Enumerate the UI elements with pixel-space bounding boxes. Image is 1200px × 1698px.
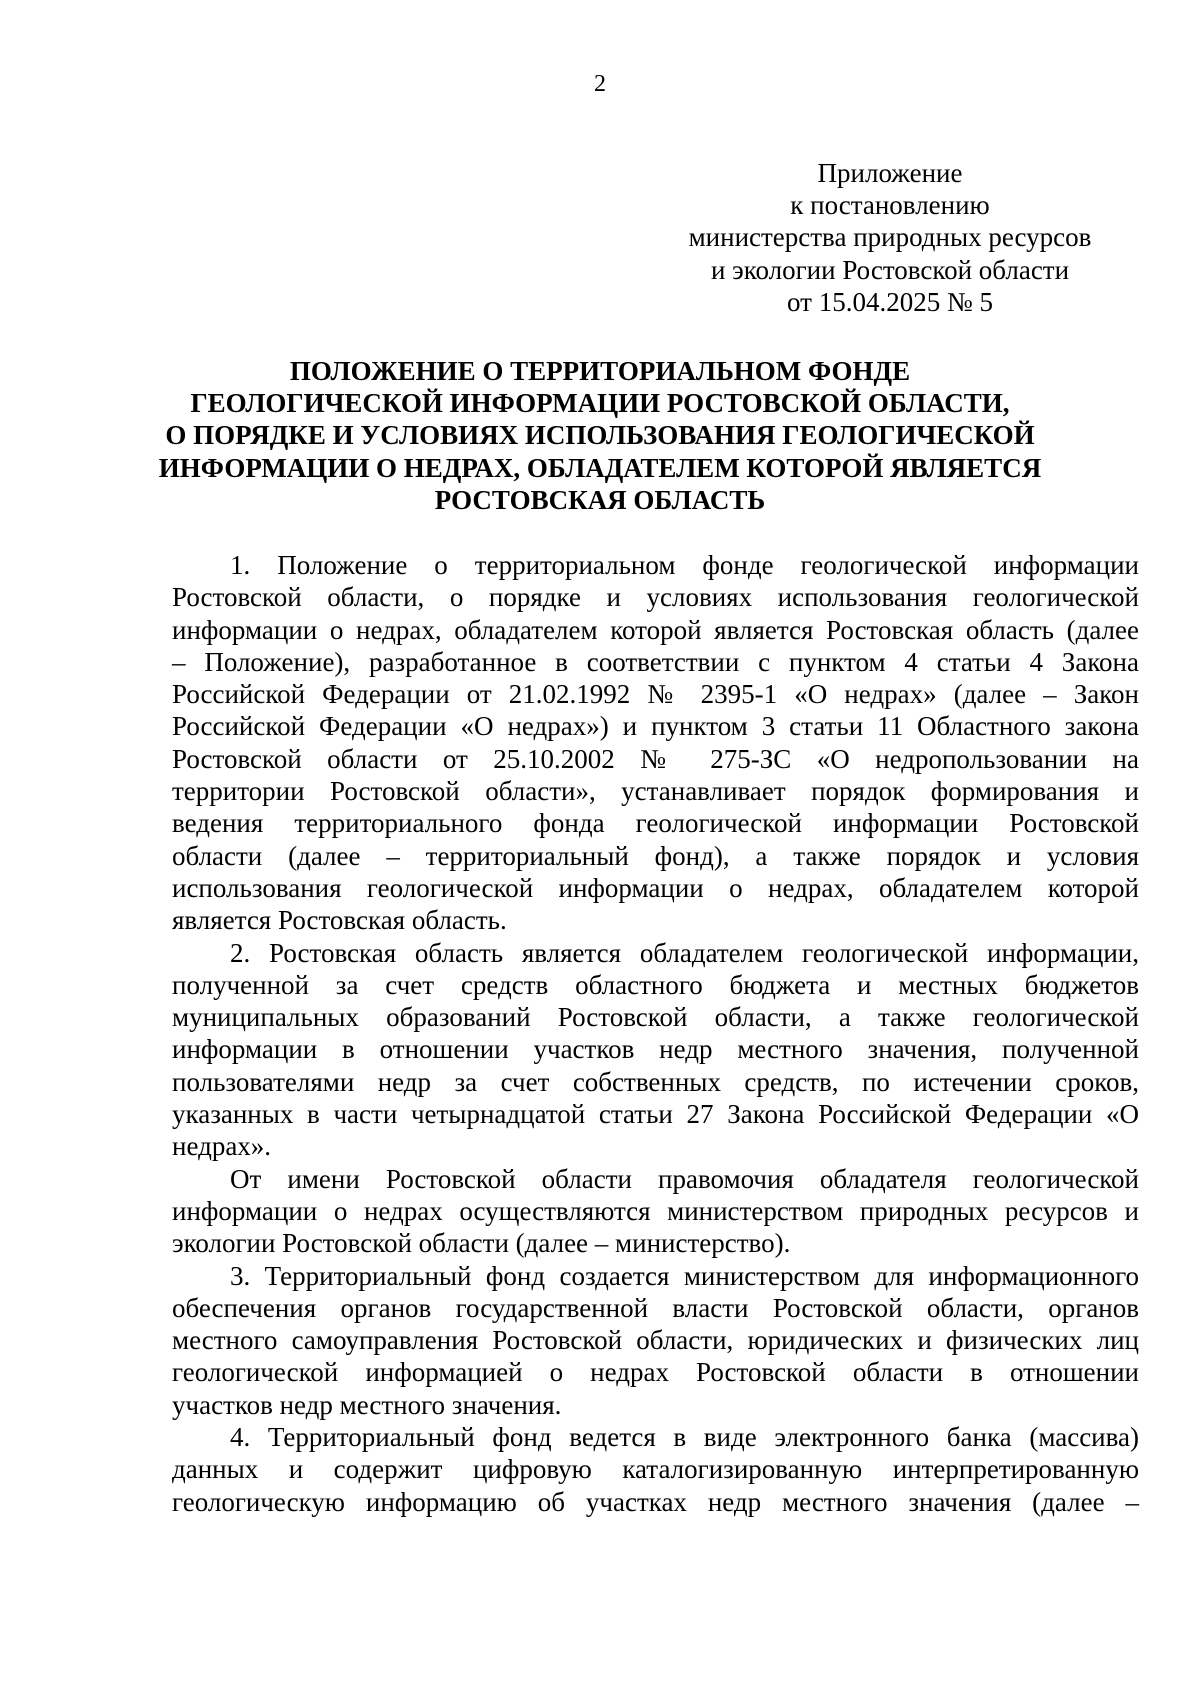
paragraph-line: области (далее – территориальный фонд), а также порядок и условия [172, 840, 1139, 871]
appendix-line: к постановлению [790, 190, 990, 221]
appendix-header [630, 157, 1150, 318]
paragraph-line: От имени Ростовской области правомочия обладателя геологической [230, 1163, 1139, 1194]
paragraph-line: полученной за счет средств областного бюджета и местных бюджетов [172, 969, 1139, 1000]
paragraph-line: геологической информацией о недрах Ростовской области в отношении [172, 1357, 1139, 1388]
paragraph-line: территории Ростовской области», устанавливает порядок формирования и [172, 776, 1139, 807]
paragraph-line: данных и содержит цифровую каталогизированную интерпретированную [172, 1454, 1139, 1485]
paragraph-line: Российской Федерации «О недрах») и пунктом 3 статьи 11 Областного закона [172, 711, 1139, 742]
paragraph-line: недрах». [172, 1131, 272, 1162]
paragraph-line: Ростовской области от 25.10.2002 № 275-ЗС «О недропользовании на [172, 743, 1139, 774]
paragraph-line: является Ростовская область. [172, 905, 507, 936]
paragraph [172, 549, 1139, 937]
appendix-line: Приложение [817, 158, 963, 188]
paragraph-line: 3. Территориальный фонд создается министерством для информационного [230, 1260, 1139, 1291]
paragraph-line: муниципальных образований Ростовской области, а также геологической [172, 1002, 1139, 1033]
document-body [172, 549, 1139, 1518]
paragraph-line: местного самоуправления Ростовской области, юридических и физических лиц [172, 1325, 1139, 1356]
paragraph-line: обеспечения органов государственной власти Ростовской области, органов [172, 1292, 1139, 1323]
document-title [100, 355, 1100, 516]
paragraph-line: информации о недрах осуществляются министерством природных ресурсов и [172, 1195, 1139, 1226]
paragraph-line: ведения территориального фонда геологической информации Ростовской [172, 808, 1139, 839]
paragraph-line: геологическую информацию об участках недр местного значения (далее – [172, 1486, 1139, 1517]
paragraph-line: – Положение), разработанное в соответствии с пунктом 4 статьи 4 Закона [172, 646, 1139, 677]
paragraph-line: экологии Ростовской области (далее – министерство). [172, 1228, 791, 1259]
paragraph [172, 937, 1139, 1163]
paragraph-line: 4. Территориальный фонд ведется в виде электронного банка (массива) [230, 1422, 1139, 1453]
paragraph-line: информации в отношении участков недр местного значения, полученной [172, 1034, 1139, 1065]
title-line: ПОЛОЖЕНИЕ О ТЕРРИТОРИАЛЬНОМ ФОНДЕ [289, 356, 911, 386]
paragraph-line: участков недр местного значения. [172, 1389, 562, 1420]
paragraph-line: пользователями недр за счет собственных средств, по истечении сроков, [172, 1066, 1139, 1097]
paragraph-line: указанных в части четырнадцатой статьи 27 Закона Российской Федерации «О [172, 1099, 1139, 1130]
paragraph-line: 1. Положение о территориальном фонде геологической информации [230, 550, 1139, 580]
paragraph-line: Ростовской области, о порядке и условиях использования геологической [172, 582, 1139, 613]
appendix-line: от 15.04.2025 № 5 [787, 286, 993, 317]
title-line: О ПОРЯДКЕ И УСЛОВИЯХ ИСПОЛЬЗОВАНИЯ ГЕОЛОГИЧЕСКОЙ [165, 420, 1035, 451]
paragraph [172, 1163, 1139, 1260]
title-line: РОСТОВСКАЯ ОБЛАСТЬ [434, 484, 766, 515]
paragraph-line: использования геологической информации о недрах, обладателем которой [172, 872, 1139, 903]
paragraph [172, 1421, 1139, 1518]
paragraph-line: Российской Федерации от 21.02.1992 № 2395-1 «О недрах» (далее – Закон [172, 679, 1139, 710]
title-line: ГЕОЛОГИЧЕСКОЙ ИНФОРМАЦИИ РОСТОВСКОЙ ОБЛАСТИ, [190, 388, 1010, 419]
page-number: 2 [594, 71, 606, 97]
title-line: ИНФОРМАЦИИ О НЕДРАХ, ОБЛАДАТЕЛЕМ КОТОРОЙ ЯВЛЯЕТСЯ [158, 452, 1042, 483]
appendix-line: и экологии Ростовской области [710, 254, 1070, 285]
paragraph [172, 1260, 1139, 1421]
paragraph-line: информации о недрах, обладателем которой является Ростовская область (далее [172, 614, 1139, 645]
appendix-line: министерства природных ресурсов [688, 222, 1092, 253]
paragraph-line: 2. Ростовская область является обладателем геологической информации, [230, 937, 1139, 968]
